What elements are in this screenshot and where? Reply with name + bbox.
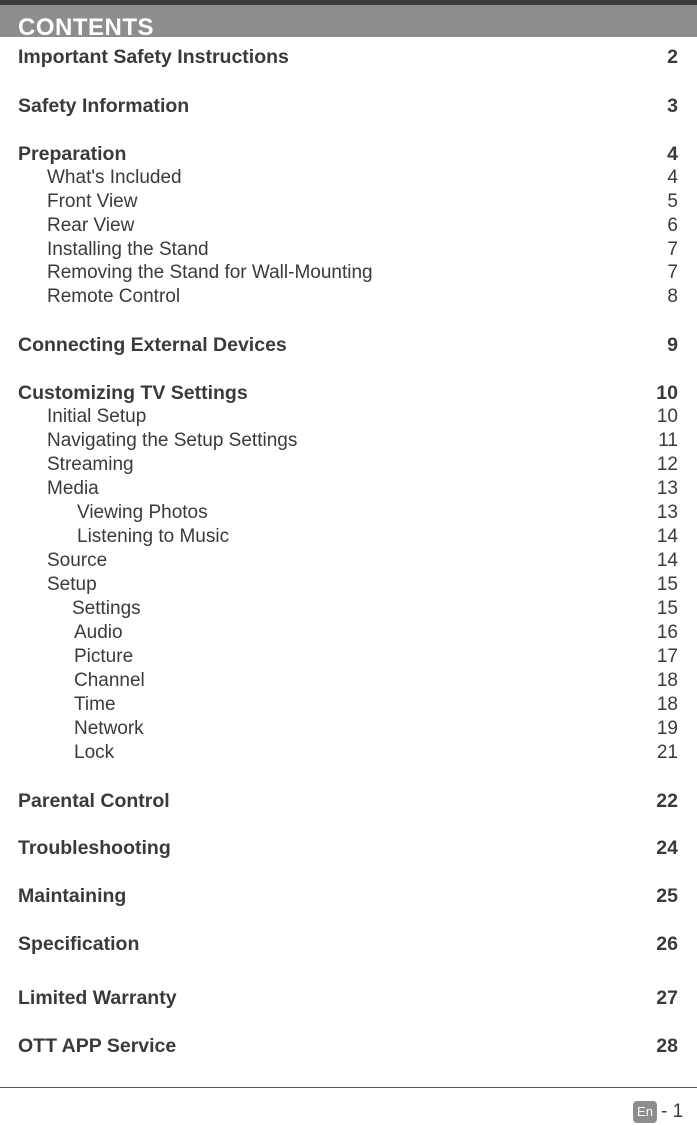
toc-entry-page: 6 <box>667 215 678 236</box>
toc-entry-page: 8 <box>667 286 678 307</box>
toc-entry-page: 13 <box>656 478 678 499</box>
toc-subentry[interactable] <box>0 166 697 190</box>
toc-entry-page: 14 <box>656 550 678 571</box>
toc-entry-title: Picture <box>74 646 134 667</box>
toc-entry-title: Removing the Stand for Wall-Mounting <box>47 262 373 283</box>
toc-subentry[interactable] <box>0 214 697 238</box>
toc-subsubentry[interactable] <box>0 669 697 693</box>
toc-entry-page: 7 <box>667 262 678 283</box>
toc-entry-title: Specification <box>18 933 140 955</box>
toc-entry-title: Listening to Music <box>77 526 230 547</box>
toc-subentry[interactable] <box>0 573 697 597</box>
toc-subsubentry[interactable] <box>0 741 697 765</box>
toc-entry-title: Navigating the Setup Settings <box>47 430 298 451</box>
toc-subsubentry[interactable] <box>0 525 697 549</box>
toc-subentry[interactable] <box>0 549 697 573</box>
toc-entry-page: 18 <box>656 694 678 715</box>
toc-entry-page: 10 <box>656 382 678 404</box>
toc-entry-title: Maintaining <box>18 885 127 907</box>
toc-entry-page: 14 <box>656 526 678 547</box>
toc-entry-page: 15 <box>656 574 678 595</box>
toc-entry[interactable] <box>0 932 697 956</box>
toc-subentry[interactable] <box>0 405 697 429</box>
toc-entry-page: 18 <box>656 670 678 691</box>
toc-entry-title: Source <box>47 550 108 571</box>
toc-entry-page: 4 <box>667 167 678 188</box>
toc-subentry[interactable] <box>0 285 697 309</box>
toc-entry-title: Preparation <box>18 143 127 165</box>
toc-subsubentry[interactable] <box>0 645 697 669</box>
toc-entry-title: Media <box>47 478 99 499</box>
toc-entry-title: Connecting External Devices <box>18 334 287 356</box>
toc-entry-page: 22 <box>656 790 678 812</box>
toc-entry-title: Limited Warranty <box>18 987 177 1009</box>
toc-entry-page: 9 <box>667 334 678 356</box>
toc-entry-page: 4 <box>667 143 678 165</box>
toc-entry-page: 2 <box>667 46 678 68</box>
toc-entry-title: Rear View <box>47 215 135 236</box>
toc-entry-page: 11 <box>658 430 678 451</box>
footer-rule <box>0 1087 697 1088</box>
toc-entry[interactable] <box>0 884 697 908</box>
toc-entry-page: 26 <box>656 933 678 955</box>
toc-subentry[interactable] <box>0 429 697 453</box>
toc-entry-page: 28 <box>656 1035 678 1057</box>
toc-entry-title: OTT APP Service <box>18 1035 177 1057</box>
toc-entry[interactable] <box>0 142 697 166</box>
toc-entry-page: 27 <box>656 987 678 1009</box>
toc-subsubentry[interactable] <box>0 597 697 621</box>
toc-subentry[interactable] <box>0 238 697 262</box>
page-title: CONTENTS <box>18 14 154 41</box>
toc-entry-title: Network <box>74 718 144 739</box>
toc-entry-page: 15 <box>656 598 678 619</box>
toc-entry[interactable] <box>0 45 697 69</box>
toc-subentry[interactable] <box>0 453 697 477</box>
toc-entry-page: 12 <box>656 454 678 475</box>
toc-entry-title: Channel <box>74 670 145 691</box>
toc-entry[interactable] <box>0 789 697 813</box>
toc-entry[interactable] <box>0 381 697 405</box>
toc-entry-title: Time <box>74 694 116 715</box>
toc-subentry[interactable] <box>0 261 697 285</box>
toc-entry-title: Parental Control <box>18 790 170 812</box>
toc-entry-page: 17 <box>656 646 678 667</box>
language-badge: En <box>633 1101 657 1123</box>
toc-entry[interactable] <box>0 1034 697 1058</box>
toc-entry-title: Customizing TV Settings <box>18 382 248 404</box>
page-number: - 1 <box>661 1101 684 1122</box>
toc-entry-title: Initial Setup <box>47 406 147 427</box>
toc-entry-page: 10 <box>656 406 678 427</box>
toc-entry[interactable] <box>0 836 697 860</box>
toc-entry[interactable] <box>0 94 697 118</box>
toc-entry-page: 19 <box>656 718 678 739</box>
toc-subentry[interactable] <box>0 190 697 214</box>
toc-entry[interactable] <box>0 986 697 1010</box>
toc-subsubentry[interactable] <box>0 621 697 645</box>
toc-entry-title: Important Safety Instructions <box>18 46 289 68</box>
toc-entry-title: Installing the Stand <box>47 239 209 260</box>
toc-entry-title: Viewing Photos <box>77 502 208 523</box>
toc-subsubentry[interactable] <box>0 717 697 741</box>
toc-entry-title: Audio <box>74 622 123 643</box>
toc-entry-title: Front View <box>47 191 138 212</box>
toc-entry-page: 21 <box>656 742 678 763</box>
toc-entry-page: 24 <box>656 837 678 859</box>
toc-entry[interactable] <box>0 333 697 357</box>
toc-entry-title: Settings <box>72 598 141 619</box>
toc-entry-page: 16 <box>656 622 678 643</box>
toc-entry-title: What's Included <box>47 167 182 188</box>
toc-entry-title: Remote Control <box>47 286 181 307</box>
toc-entry-page: 7 <box>667 239 678 260</box>
toc-entry-page: 13 <box>656 502 678 523</box>
toc-subentry[interactable] <box>0 477 697 501</box>
toc-entry-title: Safety Information <box>18 95 190 117</box>
toc-subsubentry[interactable] <box>0 501 697 525</box>
toc-entry-page: 3 <box>667 95 678 117</box>
toc-entry-title: Setup <box>47 574 97 595</box>
toc-entry-title: Troubleshooting <box>18 837 171 859</box>
toc-entry-page: 5 <box>667 191 678 212</box>
toc-entry-title: Streaming <box>47 454 134 475</box>
toc-subsubentry[interactable] <box>0 693 697 717</box>
toc-entry-page: 25 <box>656 885 678 907</box>
toc-entry-title: Lock <box>74 742 115 763</box>
